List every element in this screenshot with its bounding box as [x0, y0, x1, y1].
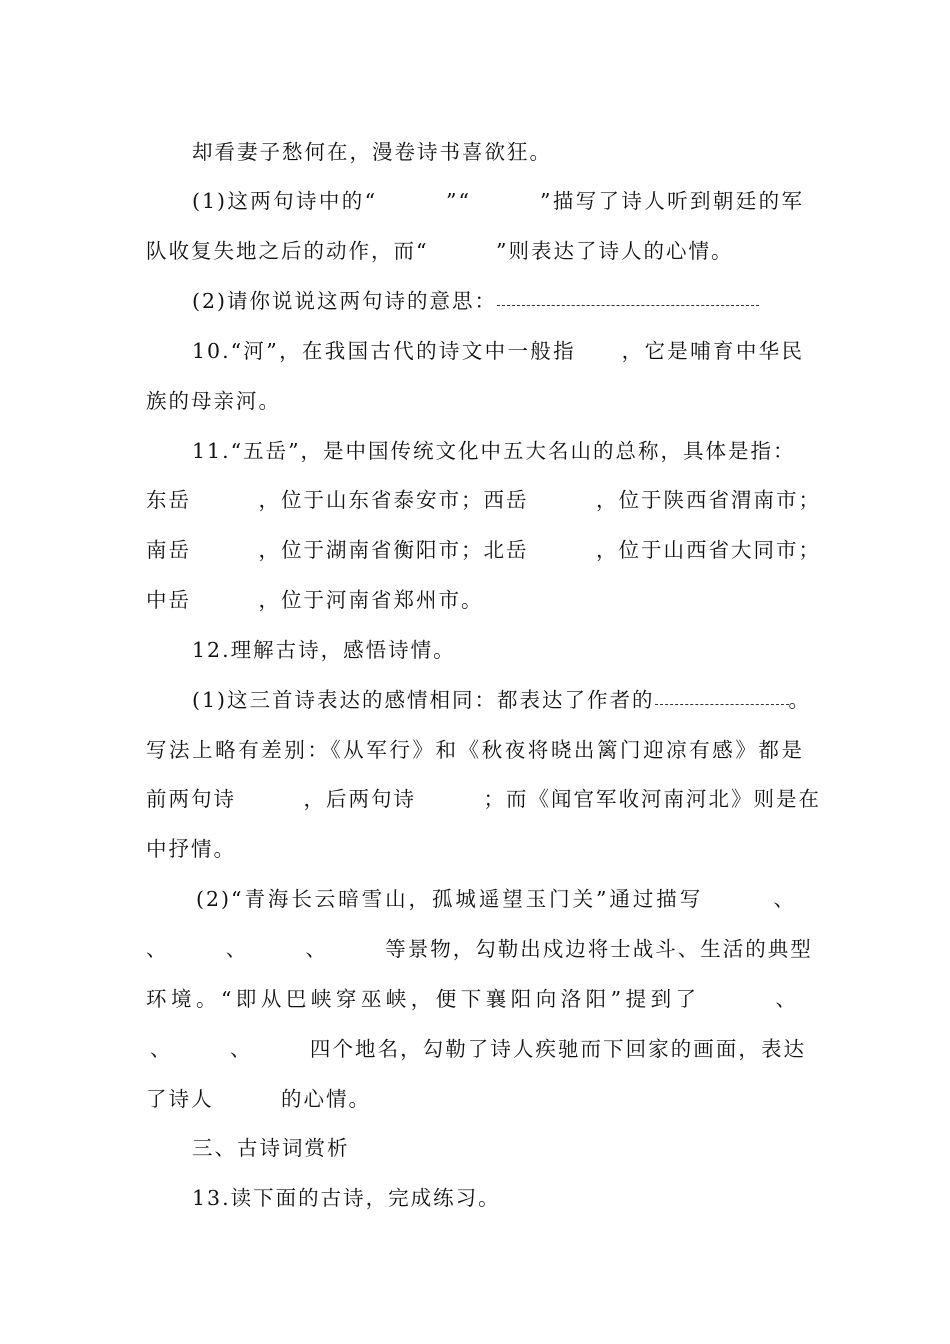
punctuation: 。 [788, 688, 812, 712]
text-line: 中抒情。 [146, 837, 236, 861]
text-line: 12.理解古诗，感悟诗情。 [192, 638, 456, 662]
text-line: 、 、 四个地名，勾勒了诗人疾驰而下回家的画面，表达 [150, 1037, 806, 1061]
question-text: (2)请你说说这两句诗的意思： [192, 289, 498, 313]
text-line: 东岳 ，位于山东省泰安市；西岳 ，位于陕西省渭南市； [146, 488, 821, 512]
text-line [192, 685, 812, 715]
text-line: 环境。“即从巴峡穿巫峡，便下襄阳向洛阳”提到了 、 [146, 987, 798, 1011]
text-line: 写法上略有差别：《从军行》和《秋夜将晓出篱门迎凉有感》都是 [146, 738, 804, 762]
text-line: 族的母亲河。 [146, 389, 281, 413]
answer-blank[interactable] [655, 690, 789, 705]
text-line: 11.“五岳”，是中国传统文化中五大名山的总称，具体是指： [192, 439, 796, 463]
text-line: 队收复失地之后的动作，而“ ”则表达了诗人的心情。 [146, 239, 734, 263]
text-line: 南岳 ，位于湖南省衡阳市；北岳 ，位于山西省大同市； [146, 538, 821, 562]
text-line: 13.读下面的古诗，完成练习。 [192, 1186, 501, 1210]
text-line: 、 、 、 等景物，勾勒出戍边将士战斗、生活的典型 [146, 937, 813, 961]
text-line: 中岳 ，位于河南省郑州市。 [146, 588, 484, 612]
text-line: 了诗人 的心情。 [146, 1087, 371, 1111]
text-line [192, 286, 808, 316]
text-line: (1)这两句诗中的“ ”“ ”描写了诗人听到朝廷的军 [192, 189, 804, 213]
section-heading: 三、古诗词赏析 [192, 1136, 350, 1160]
question-text: (1)这三首诗表达的感情相同：都表达了作者的 [192, 688, 655, 712]
text-line: 却看妻子愁何在，漫卷诗书喜欲狂。 [192, 140, 552, 164]
text-line: 10.“河”，在我国古代的诗文中一般指 ，它是哺育中华民 [192, 339, 804, 363]
text-line: 前两句诗 ，后两句诗 ；而《闻官军收河南河北》则是在 [146, 787, 821, 811]
answer-blank[interactable] [497, 291, 759, 306]
text-line: (2)“青海长云暗雪山，孤城遥望玉门关”通过描写 、 [196, 887, 796, 911]
